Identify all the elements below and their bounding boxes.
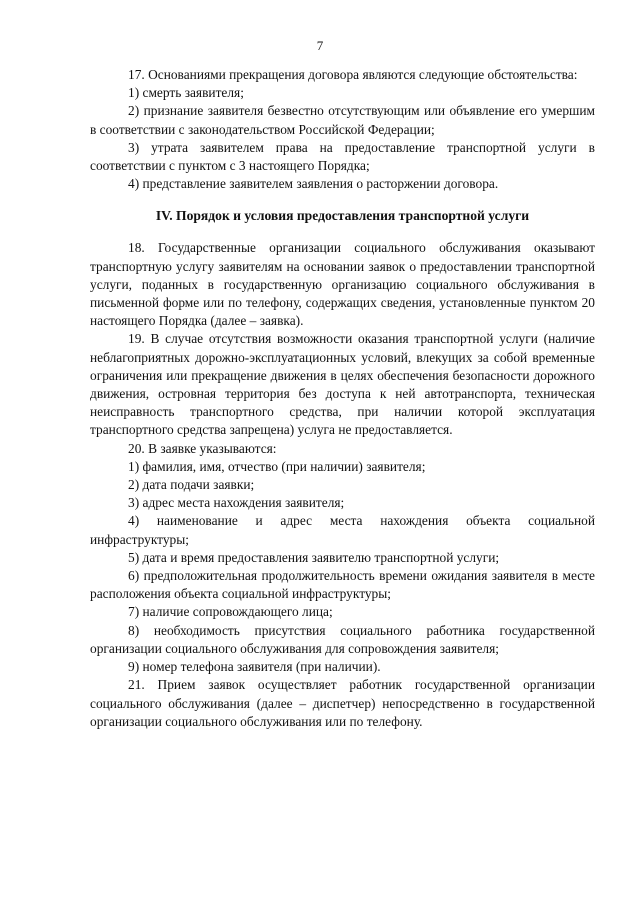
page-number: 7 (316, 38, 324, 53)
list-item: 7) наличие сопровождающего лица; (128, 604, 333, 620)
list-item: 9) номер телефона заявителя (при наличии). (128, 659, 381, 675)
list-item: 4) наименование и адрес места нахождения объекта социальной инфраструктуры; (90, 513, 595, 547)
paragraph-19: 19. В случае отсутствия возможности оказания транспортной услуги (наличие неблагоприятных дорожно-эксплуатационных условий, влекущих за собой временные ограничения или прекращение движения в целях обеспечения безопасности дорожного движения, островная территория без доступа к ней автотранспорта, техническая неисправность транспортного средства, при наличии которой эксплуатация транспортного средства запрещена) услуга не предоставляется. (90, 331, 595, 438)
list-item: 2) дата подачи заявки; (128, 477, 255, 493)
paragraph-20: 20. В заявке указываются: (128, 440, 277, 456)
list-item: 8) необходимость присутствия социального работника государственной организации социального обслуживания для сопровождения заявителя; (90, 622, 595, 656)
list-item: 3) адрес места нахождения заявителя; (128, 495, 345, 511)
section-heading: IV. Порядок и условия предоставления транспортной услуги (155, 208, 530, 224)
paragraph-17: 17. Основаниями прекращения договора являются следующие обстоятельства: (128, 67, 578, 82)
list-item: 1) смерть заявителя; (128, 85, 244, 101)
document-body (90, 66, 595, 731)
list-item: 2) признание заявителя безвестно отсутствующим или объявление его умершим в соответствии с законодательством Российской Федерации; (90, 103, 595, 137)
list-item: 6) предположительная продолжительность времени ожидания заявителя в месте расположения объекта социальной инфраструктуры; (90, 568, 595, 602)
list-item: 3) утрата заявителем права на предоставление транспортной услуги в соответствии с пунктом с 3 настоящего Порядка; (90, 139, 595, 174)
list-item: 5) дата и время предоставления заявителю транспортной услуги; (128, 549, 500, 565)
paragraph-21: 21. Прием заявок осуществляет работник государственной организации социального обслуживания (далее – диспетчер) непосредственно в государственной организации социального обслуживания или по телефону. (90, 677, 595, 729)
paragraph-18: 18. Государственные организации социального обслуживания оказывают транспортную услугу заявителям на основании заявок о предоставлении транспортной услуги, поданных в государственную организацию социального обслуживания в письменной форме или по телефону, содержащих сведения, установленные пунктом 20 настоящего Порядка (далее – заявка). (90, 240, 595, 329)
list-item: 4) представление заявителем заявления о расторжении договора. (128, 176, 499, 192)
list-item: 1) фамилия, имя, отчество (при наличии) заявителя; (128, 458, 426, 474)
